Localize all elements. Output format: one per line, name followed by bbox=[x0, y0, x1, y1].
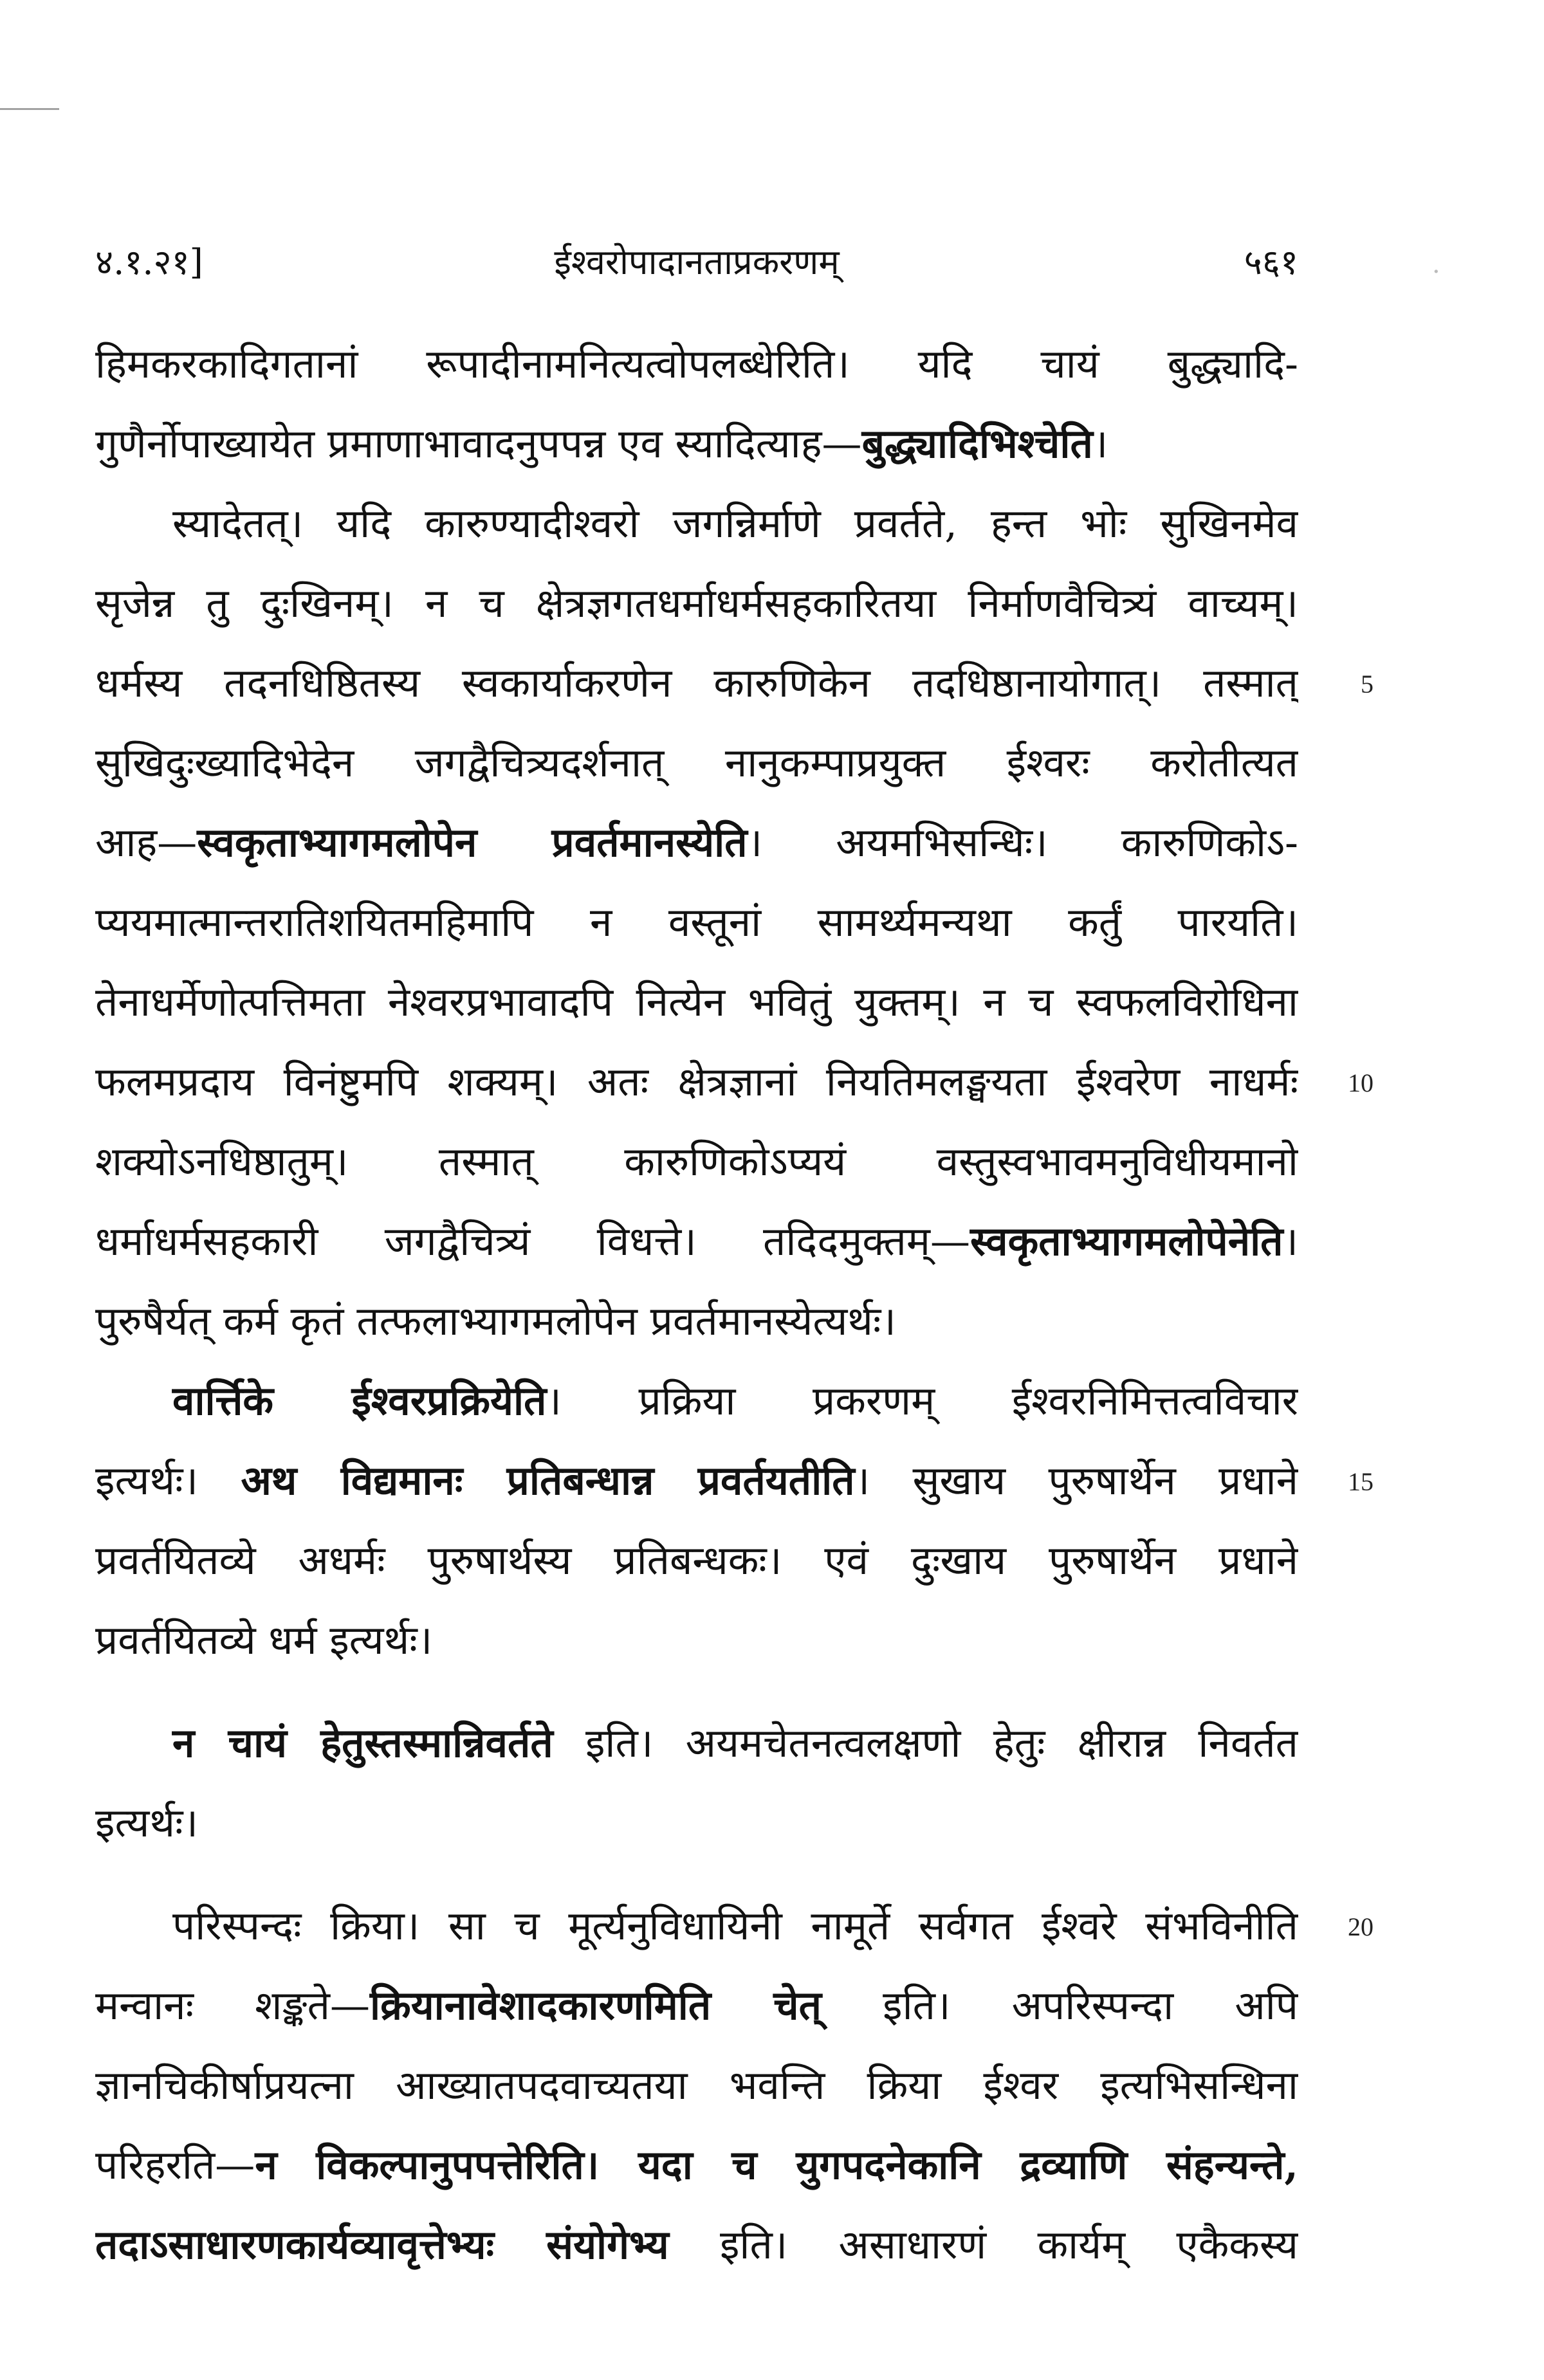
text-line-4: सृजेन्न तु दुःखिनम्। न च क्षेत्रज्ञगतधर्माधर्मसहकारितया निर्माणवैचित्र्यं वाच्यम्। bbox=[95, 580, 1298, 627]
text-line-5: धर्मस्य तदनधिष्ठितस्य स्वकार्याकरणेन कारुणिकेन तदधिष्ठानायोगात्। तस्मात् bbox=[95, 659, 1298, 706]
text-line-11: शक्योऽनधिष्ठातुम्। तस्मात् कारुणिकोऽप्ययं वस्तुस्वभावमनुविधीयमानो bbox=[95, 1138, 1298, 1185]
text-line-1: हिमकरकादिगतानां रूपादीनामनित्यत्वोपलब्धेरिति। यदि चायं बुद्ध्यादि- bbox=[95, 340, 1298, 387]
scan-speck: · bbox=[1432, 257, 1440, 287]
text-line-9: तेनाधर्मेणोत्पत्तिमता नेश्वरप्रभावादपि नित्येन भवितुं युक्तम्। न च स्वफलविरोधिना bbox=[95, 978, 1298, 1025]
line-number-20: 20 bbox=[1348, 1912, 1374, 1941]
text-line-23: परिहरति—न विकल्पानुपपत्तेरिति। यदा च युगपदनेकानि द्रव्याणि संहन्यन्ते, bbox=[95, 2141, 1298, 2188]
line-number-10: 10 bbox=[1348, 1068, 1374, 1097]
scan-edge-mark bbox=[0, 108, 59, 110]
line-number-15: 15 bbox=[1348, 1467, 1374, 1496]
line-number-5: 5 bbox=[1361, 670, 1374, 699]
text-line-2: गुणैर्नोपाख्यायेत प्रमाणाभावादनुपपन्न एव स्यादित्याह—बुद्ध्यादिभिश्चेति। bbox=[95, 420, 1108, 467]
text-line-16: प्रवर्तयितव्ये अधर्मः पुरुषार्थस्य प्रतिबन्धकः। एवं दुःखाय पुरुषार्थेन प्रधाने bbox=[95, 1537, 1298, 1584]
page-number: ५६१ bbox=[1244, 242, 1298, 282]
section-reference: ४.१.२१] bbox=[95, 242, 203, 282]
text-line-6: सुखिदुःख्यादिभेदेन जगद्वैचित्र्यदर्शनात् नानुकम्पाप्रयुक्त ईश्वरः करोतीत्यत bbox=[95, 739, 1298, 786]
text-line-15: इत्यर्थः। अथ विद्यमानः प्रतिबन्धान्न प्रवर्तयतीति। सुखाय पुरुषार्थेन प्रधाने bbox=[95, 1457, 1298, 1504]
text-line-10: फलमप्रदाय विनंष्टुमपि शक्यम्। अतः क्षेत्रज्ञानां नियतिमलङ्घयता ईश्वरेण नाधर्मः bbox=[95, 1058, 1298, 1105]
text-line-24: तदाऽसाधारणकार्यव्यावृत्तेभ्यः संयोगेभ्य इति। असाधारणं कार्यम् एकैकस्य bbox=[95, 2221, 1298, 2268]
text-line-19: इत्यर्थः। bbox=[95, 1799, 199, 1846]
text-line-17: प्रवर्तयितव्ये धर्म इत्यर्थः। bbox=[95, 1616, 433, 1663]
chapter-title: ईश्वरोपादानताप्रकरणम् bbox=[554, 242, 840, 282]
text-line-12: धर्माधर्मसहकारी जगद्वैचित्र्यं विधत्ते। तदिदमुक्तम्—स्वकृताभ्यागमलोपेनेति। bbox=[95, 1218, 1298, 1265]
text-line-7: आह—स्वकृताभ्यागमलोपेन प्रवर्तमानस्येति। अयमभिसन्धिः। कारुणिकोऽ- bbox=[95, 819, 1298, 866]
text-line-13: पुरुषैर्यत् कर्म कृतं तत्फलाभ्यागमलोपेन प्रवर्तमानस्येत्यर्थः। bbox=[95, 1297, 896, 1344]
text-line-20: परिस्पन्दः क्रिया। सा च मूर्त्यनुविधायिनी नामूर्ते सर्वगत ईश्वरे संभविनीति bbox=[172, 1902, 1298, 1949]
commentary-body bbox=[95, 324, 1298, 2285]
text-line-22: ज्ञानचिकीर्षाप्रयत्ना आख्यातपदवाच्यतया भवन्ति क्रिया ईश्वर इत्यभिसन्धिना bbox=[95, 2062, 1298, 2109]
text-line-8: प्ययमात्मान्तरातिशयितमहिमापि न वस्तूनां सामर्थ्यमन्यथा कर्तुं पारयति। bbox=[95, 899, 1298, 946]
running-head bbox=[95, 237, 1298, 288]
text-line-3: स्यादेतत्। यदि कारुण्यादीश्वरो जगन्निर्माणे प्रवर्तते, हन्त भोः सुखिनमेव bbox=[172, 500, 1298, 547]
text-line-14: वार्त्तिके ईश्वरप्रक्रियेति। प्रक्रिया प्रकरणम् ईश्वरनिमित्तत्वविचार bbox=[172, 1377, 1298, 1424]
text-line-18: न चायं हेतुस्तस्मान्निवर्तते इति। अयमचेतनत्वलक्षणो हेतुः क्षीरान्न निवर्तत bbox=[172, 1719, 1298, 1766]
text-line-21: मन्वानः शङ्कते—क्रियानावेशादकारणमिति चेत् इति। अपरिस्पन्दा अपि bbox=[95, 1982, 1298, 2029]
